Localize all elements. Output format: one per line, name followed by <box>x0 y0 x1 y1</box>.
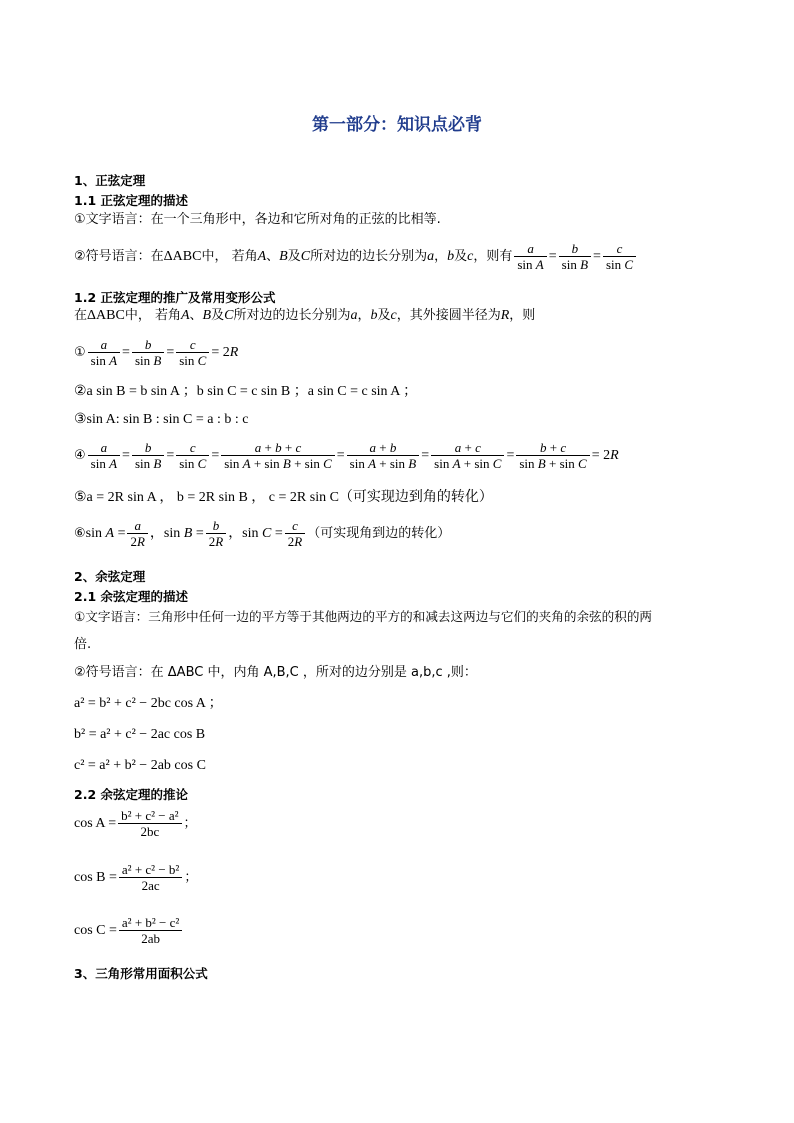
page-title: 第一部分：知识点必背 <box>312 115 482 135</box>
sine-law-extension-line <box>74 308 535 324</box>
ext-mid2: 所对边的边长分别为 <box>233 308 351 323</box>
cos-c-lhs: cos C = <box>74 922 117 938</box>
fraction-b-over-sinB: $\frac{b}{\text{sin B}}$ <box>559 241 591 272</box>
cos-b-numerator: a² + c² − b² <box>119 862 182 878</box>
cos-b-denominator: 2ac <box>141 878 160 893</box>
cos-c-numerator: a² + b² − c² <box>119 915 182 931</box>
angle-a: A <box>257 248 267 264</box>
semicolon: ； <box>183 815 197 831</box>
angle-b: B <box>279 248 288 264</box>
sym-mid1: 中， 若角 <box>201 248 258 264</box>
and-word: 及 <box>211 308 225 323</box>
ext-prefix: 在 <box>74 308 88 323</box>
semicolon: ； <box>184 869 198 885</box>
comma: ， <box>357 308 371 323</box>
section-2-heading: 2、余弦定理 <box>74 569 146 584</box>
cosine-law-symbolic-line: ②符号语言：在 ΔABC 中，内角 A,B,C ，所对的边分别是 a,b,c ,则： <box>74 665 477 680</box>
and-word: 及 <box>454 248 468 264</box>
formula-4-label: ④ <box>74 447 86 463</box>
formula-1-label: ① <box>74 344 86 360</box>
formula-3: ③sin A: sin B : sin C = a : b : c <box>74 412 249 427</box>
section-1-heading: 1、正弦定理 <box>74 173 146 188</box>
side-a: a <box>427 248 435 264</box>
cos-a-numerator: b² + c² − a² <box>118 808 181 824</box>
cosine-law-text-line-2: 倍. <box>74 637 92 652</box>
and-word: 及 <box>377 308 391 323</box>
sine-law-text-description: ①文字语言：在一个三角形中，各边和它所对角的正弦的比相等. <box>74 212 441 227</box>
section-3-heading: 3、三角形常用面积公式 <box>74 966 208 981</box>
side-c: c <box>467 248 474 264</box>
angle-a: A <box>180 308 190 323</box>
angle-c: C <box>300 248 311 264</box>
ext-end: ，则 <box>509 308 536 323</box>
fraction-c-over-sinC: $\frac{c}{\text{sin C}}$ <box>603 241 636 272</box>
fraction-a-over-sinA: $\frac{a}{\text{sin A}}$ <box>514 241 546 272</box>
cos-a-denominator: 2bc <box>140 824 160 839</box>
side-a: a <box>350 308 358 323</box>
sine-law-symbolic-line: ②符号语言：在 ΔABC 中， 若角 A 、 B 及 C 所对边的边长分别为 a ， b 及 c ，则有 $\frac{a}{\text{sin A}}$ = $\frac{b}{\text{sin B}}$ = $\frac{c}{\text{sin C}}$ <box>74 241 638 272</box>
cosine-eq-3: c² = a² + b² − 2ab cos C <box>74 758 206 773</box>
cos-b-lhs: cos B = <box>74 869 117 885</box>
ext-mid: 中， 若角 <box>124 308 181 323</box>
side-c: c <box>390 308 397 323</box>
sep: 、 <box>266 248 280 264</box>
cos-a-lhs: cos A = <box>74 815 117 831</box>
cos-c-formula <box>74 915 184 946</box>
cosine-law-text-line-1: ①文字语言：三角形中任何一边的平方等于其他两边的平方的和减去这两边与它们的夹角的余弦的积的两 <box>74 609 653 624</box>
formula-1: ① $\frac{a}{\text{sin A}}$ = $\frac{b}{\text{sin B}}$ = $\frac{c}{\text{sin C}}$ = 2R <box>74 337 239 368</box>
then-word: ，则有 <box>473 248 513 264</box>
cosine-eq-1: a² = b² + c² − 2bc cos A ； <box>74 696 223 711</box>
formula-6-label: ⑥ <box>74 525 86 541</box>
cos-c-denominator: 2ab <box>141 931 160 946</box>
section-2-1-heading: 2.1 余弦定理的描述 <box>74 589 188 604</box>
formula-2: ②a sin B = b sin A ；b sin C = c sin B ；a sin C = c sin A ； <box>74 384 418 399</box>
angle-c: C <box>224 308 234 323</box>
sym-mid2: 所对边的边长分别为 <box>310 248 428 264</box>
side-b: b <box>370 308 378 323</box>
radius-r: R <box>500 308 510 323</box>
formula-6-note: （可实现角到边的转化） <box>307 525 451 541</box>
ext-tail: ，其外接圆半径为 <box>396 308 501 323</box>
formula-5: ⑤a = 2R sin A ， b = 2R sin B ， c = 2R sin C（可实现边到角的转化） <box>74 490 493 505</box>
section-2-2-heading: 2.2 余弦定理的推论 <box>74 787 188 802</box>
and-word: 及 <box>287 248 301 264</box>
formula-6: ⑥ sin A = $\frac{a}{2R}$ ，sin B = $\frac{b}{2R}$ ，sin C = $\frac{c}{2R}$ （可实现角到边的转化） <box>74 518 451 549</box>
angle-b: B <box>202 308 212 323</box>
sep: 、 <box>189 308 203 323</box>
formula-4: ④ $\frac{a}{\text{sin A}}$ = $\frac{b}{\text{sin B}}$ = $\frac{c}{\text{sin C}}$ = $\frac{a + b + c}{\text{sin A + sin B + sin C}}$ = $\frac{a + b}{\text{sin A + sin B}}$ = $\frac{a + c}{\text{sin A + sin C}}$ = $\frac{b + c}{\text{sin B + sin C}}$ = 2R <box>74 440 619 471</box>
section-1-2-heading: 1.2 正弦定理的推广及常用变形公式 <box>74 290 276 305</box>
triangle-label: ΔABC <box>163 248 202 264</box>
triangle-label: ΔABC <box>87 308 125 323</box>
cos-a-formula <box>74 808 197 839</box>
sym-prefix: ②符号语言：在 <box>74 248 164 264</box>
comma: ， <box>434 248 448 264</box>
cosine-eq-2: b² = a² + c² − 2ac cos B <box>74 727 206 742</box>
side-b: b <box>447 248 455 264</box>
cos-b-formula <box>74 862 197 893</box>
section-1-1-heading: 1.1 正弦定理的描述 <box>74 193 188 208</box>
